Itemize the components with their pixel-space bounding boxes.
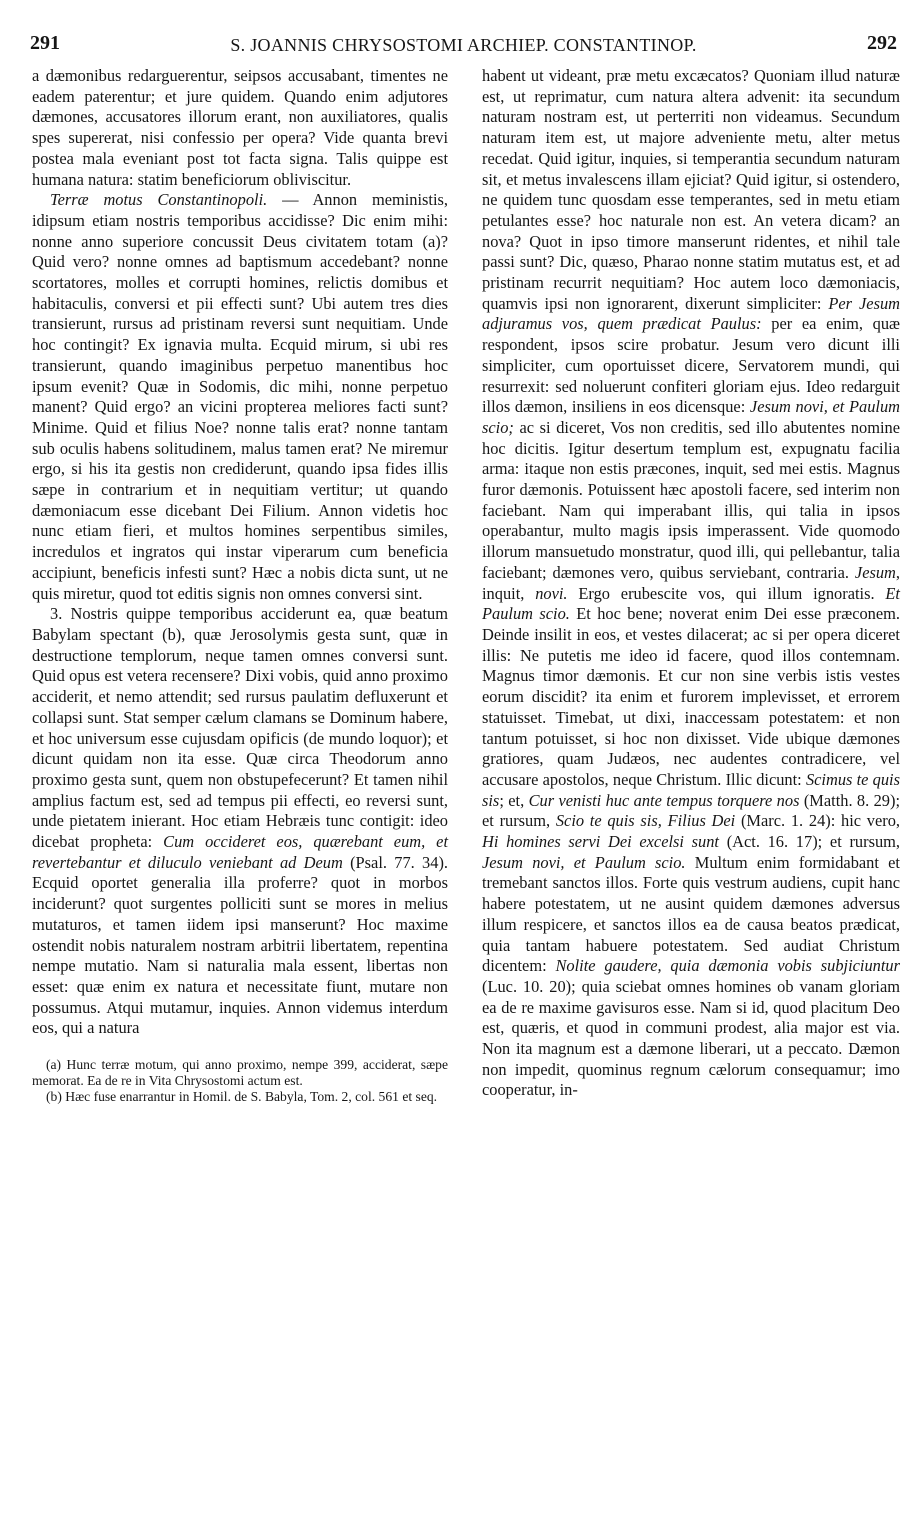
quote-jesum-novi: Jesum novi, et Paulum scio; xyxy=(482,397,901,437)
page-number-left: 291 xyxy=(30,32,60,54)
quote-nolite-gaudere: Nolite gaudere, quia dæmonia vobis subjiciuntur xyxy=(555,956,900,976)
text-run: (Luc. 10. 20); quia sciebat omnes homines ob vanam gloriam ea de re maxime gavisuros esse. Nam si id, quod placitum Deo est, quæris, et quod in communi prodest, alia major est via. Non ita magnum est a dæmone liberari, ut a peccato. Dæmon non impedit, quominus regnum cælorum consequamur; imo cooperatur, in- xyxy=(482,976,900,1100)
page-header xyxy=(30,32,897,60)
text-run: Ergo erubescite vos, qui illum ignoratis. xyxy=(567,583,886,603)
left-column xyxy=(32,66,448,1105)
running-title: S. JOANNIS CHRYSOSTOMI ARCHIEP. CONSTANTINOP. xyxy=(230,35,697,55)
quote-novi: novi. xyxy=(535,583,568,603)
paragraph-right xyxy=(482,66,900,1101)
text-run: , inquit, xyxy=(482,562,900,603)
page-number-right: 292 xyxy=(867,32,897,54)
quote-paulum-scio: Et Paulum scio. xyxy=(482,583,900,624)
right-column xyxy=(482,66,900,1101)
quote-adjuramus: Per Jesum adjuramus vos, quem prædicat Paulus: xyxy=(482,293,900,334)
section-3-text-b: Ecquid oportet generalia illa proferre? quot in morbos inciderunt? quot surgentes polliciti sunt se mores in melius mutaturos, et tamen iidem ipsi manserunt? Hoc maxime ostendit nobis naturalem nostram arbitrii libertatem, repentina nempe mutatio. Nam si naturalia mala essent, libertas non esset: quæ enim ex natura et necessitate fiunt, mutare non possumus. Atqui mutamur, inquies. Annon videmus interdum eos, qui a natura xyxy=(32,873,448,1038)
section-3-text-a: 3. Nostris quippe temporibus acciderunt ea, quæ beatum Babylam spectant (b), quæ Jerosolymis gesta sunt, quæ in destructione templorum, neque tamen omnes conversi sunt. Quid opus est vetera recensere? Dixi vobis, quid anno proximo acciderit, et nemo attendit; sed rursus paulatim defluxerunt et collapsi sunt. Stat semper cælum clamans se Dominum habere, et hoc universum esse cujusdam opificis (de mundo loquor); et dicunt quidam non ita esse. Quæ circa Theodorum anno proximo gesta sunt, quem non obstupefecerunt? Et tamen nihil amplius factum est, sed ad tempus pii effecti, eo reversi sunt, unde pietatem inierant. Hoc etiam Hebræis tunc contigit: ideo dicebat propheta: xyxy=(32,604,448,852)
text-run: (Marc. 1. 24): hic vero, xyxy=(735,811,900,831)
quote-scimus: Scimus te quis sis xyxy=(482,769,900,810)
text-run: Et hoc bene; noverat enim Dei esse præconem. Deinde insilit in eos, et vestes dilacerat; ac si per opera diceret illis: Ne putetis me ideo id facere, quod illos contemnam. Magnus timor dæmonis. Et cur non sine verbis istis vestes eorum discidit? ita enim et furorem implevisset, et errorem statuisset. Timebat, ut dixi, inaccessam potestatem: et non tantum potuisset, si hoc non dixisset. Vide ubique dæmones gratiores, quam Judæos, nec audentes contradicere, vel accusare apostolos, neque Christum. Illic dicunt: xyxy=(482,604,900,789)
quote-cur-venisti: Cur venisti huc ante tempus torquere nos xyxy=(528,790,800,810)
footnote-a: (a) Hunc terræ motum, qui anno proximo, nempe 399, acciderat, sæpe memorat. Ea de re in Vita Chrysostomi actum est. xyxy=(32,1057,448,1089)
paragraph-section-3 xyxy=(32,604,448,1039)
text-run: per ea enim, quæ respondent, ipsos scire probatur. Jesum vero dicunt illi simpliciter, cum oportuisset dicere, Servatorem mundi, qui resurrexit: sed noluerunt confiteri gloriam ejus. Ideo redarguit illos dæmon, insiliens in eos dicensque: xyxy=(482,314,900,417)
section-heading-earthquake: Terræ motus Constantinopoli. xyxy=(50,190,268,210)
footnotes xyxy=(32,1057,448,1105)
paragraph-continuation: a dæmonibus redarguerentur, seipsos accusabant, timentes ne eadem paterentur; et jure quidem. Quando enim adjutores dæmones, accusatores illorum erant, non auxiliatores, qualis spes supererat, nisi confessio per opera? Vide quanta brevi postea mala eveniant post tot facta signa. Talis quippe est humana natura: statim beneficiorum obliviscitur. xyxy=(32,66,448,189)
text-run: ; et, xyxy=(499,790,529,810)
text-run: Multum enim formidabant et tremebant sanctos illos. Forte quis vestrum audiens, cupit hanc habere potestatem, ut ne ausint quidem dæmones adversus illum respicere, et sanctos illos ea de causa beatos prædicat, quia tantam habuere potestatem. Sed audiat Christum dicentem: xyxy=(482,852,900,976)
quote-servi-dei: Hi homines servi Dei excelsi sunt xyxy=(482,832,719,852)
text-run: ac si diceret, Vos non creditis, sed illo abutentes nomine hoc dicitis. Igitur desertum templum est, expugnatu facilia arma: itaque non estis præcones, inquit, sed mei estis. Magnus furor dæmonis. Potuissent hæc apostoli facere, sed interim non faciebant. Nam qui imperabant illis, qui talia in ipsos operabantur, multo magis ipsis imperassent. Vide quomodo illorum mansuetudo monstratur, quod illi, qui pellebantur, talia faciebant; dæmones vero, quibus serviebant, contraria. xyxy=(482,417,900,582)
text-run: (Act. 16. 17); et rursum, xyxy=(718,832,900,852)
paragraph-earthquake-text: — Annon meministis, idipsum etiam nostris temporibus accidisse? Dic enim mihi: nonne anno superiore concussit Deus civitatem totam (a)? Quid vero? nonne omnes ad baptismum accedebant? nonne scortatores, molles et corrupti homines, relictis domibus et habitaculis, conversi et pii effecti sunt? Ubi autem tres dies transierunt, rursus ad pristinam reversi sunt nequitiam. Unde hoc contingit? Ex ignavia multa. Ecquid mirum, si ubi res transierunt, quando imaginibus perpetuo manentibus hoc ipsum evenit? Quæ in Sodomis, dic mihi, nonne perpetuo manent? Quid ergo? an vicini propterea meliores facti sunt? Minime. Quid et filius Noe? nonne talis erat? nonne tantam sub oculis habens solitudinem, malus tamen erat? Ne miremur ergo, si his ita gestis non crediderunt, quando ipsa fides illis sæpe in contrarium et in nequitiam vertitur; ut quando dæmoniacum esse dicebant Dei Filium. Annon videtis hoc nunc etiam fieri, et multos homines serpentibus similes, incredulos et ingratos qui instar viperarum cum beneficia accipiunt, beneficis infesti sunt? Hæc a nobis dicta sunt, ut ne quis miretur, quod tot editis signis non omnes conversi sint. xyxy=(32,190,449,603)
text-run: (Matth. 8. 29); et rursum, xyxy=(482,790,900,831)
quote-jesum-novi-2: Jesum novi, et Paulum scio. xyxy=(482,852,686,872)
quote-filius-dei: Scio te quis sis, Filius Dei xyxy=(555,811,736,831)
psalm-quote: Cum occideret eos, quærebant eum, et revertebantur et diluculo veniebant ad Deum xyxy=(32,832,448,872)
quote-jesum: Jesum xyxy=(854,562,896,582)
psalm-reference: (Psal. 77. 34). xyxy=(342,852,448,872)
text-run: habent ut videant, præ metu excæcatos? Quoniam illud naturæ est, ut reprimatur, cum natura altera advenit: ita secundum naturam nostram est, ut perterriti non videamus. Secundum naturam item est, ut majore adveniente metu, alter metus recedat. Quid igitur, inquies, si temperantia secundum naturam sit, et metus invalescens illam ejiciat? Quid igitur, si ostendero, ne quidem tunc quosdam esse temperantes, sed in metu etiam petulantes esse? hoc naturale non est. An vetera dicam? an nova? Quot in ipso timore manserunt ridentes, et nihil tale passi sunt? Dic, quæso, Pharao nonne statim mutatus est, et ad pristinam recurrit nequitiam? Hoc autem loco dæmoniacis, quamvis ipsi non ignorarent, dixerunt simpliciter: xyxy=(482,66,900,313)
paragraph-earthquake xyxy=(32,190,448,604)
footnote-b: (b) Hæc fuse enarrantur in Homil. de S. Babyla, Tom. 2, col. 561 et seq. xyxy=(46,1089,438,1105)
